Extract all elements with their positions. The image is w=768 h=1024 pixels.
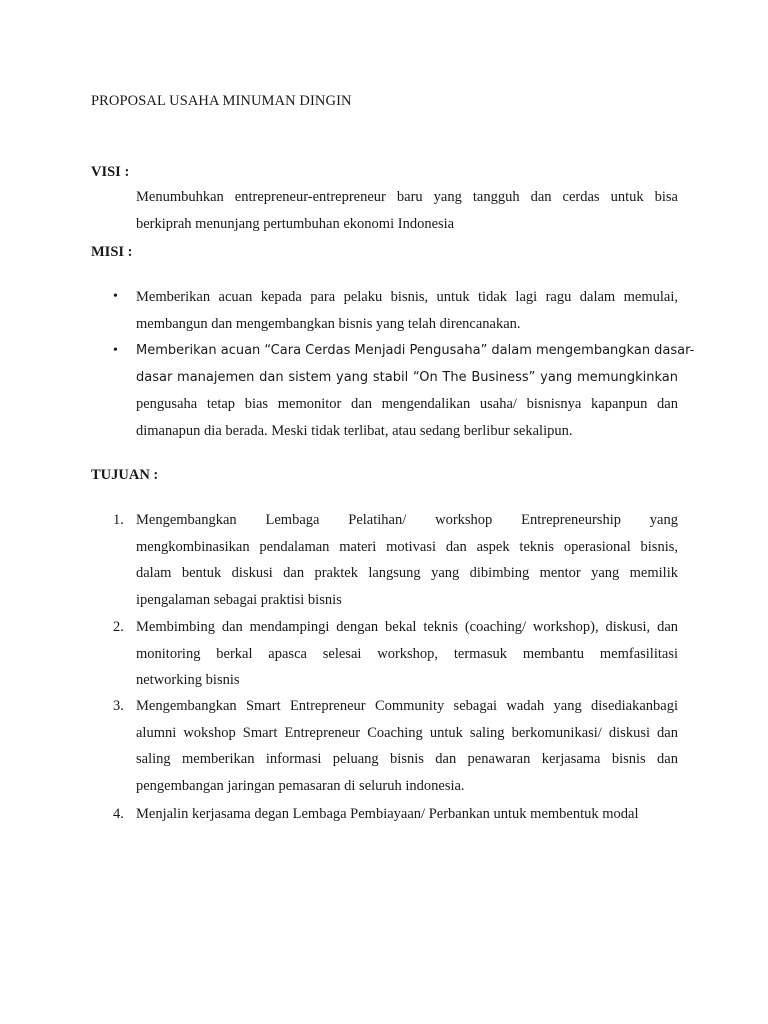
tujuan-item-line: mengkombinasikan pendalaman materi motivasi dan aspek teknis operasional bisnis, bbox=[136, 538, 678, 555]
misi-item-line: membangun dan mengembangkan bisnis yang telah direncanakan. bbox=[136, 315, 521, 332]
tujuan-item bbox=[136, 507, 678, 613]
visi-heading: VISI : bbox=[91, 164, 130, 180]
tujuan-item-line: saling memberikan informasi peluang bisnis dan penawaran kerjasama bisnis dan bbox=[136, 751, 678, 767]
tujuan-item-line: monitoring berkal apasca selesai workshop, termasuk membantu memfasilitasi bbox=[136, 645, 678, 662]
tujuan-heading: TUJUAN : bbox=[91, 467, 159, 483]
list-number: 1. bbox=[113, 512, 124, 528]
tujuan-item bbox=[136, 614, 678, 694]
misi-item bbox=[136, 338, 695, 444]
document-title: PROPOSAL USAHA MINUMAN DINGIN bbox=[91, 93, 352, 109]
tujuan-item-line: Menjalin kerjasama degan Lembaga Pembiayaan/ Perbankan untuk membentuk modal bbox=[136, 806, 639, 822]
tujuan-item-line: networking bisnis bbox=[136, 672, 240, 688]
list-number: 2. bbox=[113, 619, 124, 635]
tujuan-item bbox=[136, 801, 678, 828]
misi-item-line: dimanapun dia berada. Meski tidak terlibat, atau sedang berlibur sekalipun. bbox=[136, 422, 573, 439]
bullet-marker: • bbox=[113, 289, 118, 304]
bullet-marker: • bbox=[113, 343, 118, 358]
misi-item bbox=[136, 284, 678, 337]
tujuan-item-line: Mengembangkan Lembaga Pelatihan/ workshop Entrepreneurship yang bbox=[136, 512, 678, 528]
list-number: 3. bbox=[113, 698, 124, 714]
visi-line: Menumbuhkan entrepreneur-entrepreneur baru yang tangguh dan cerdas untuk bisa bbox=[136, 189, 678, 205]
tujuan-item-line: Mengembangkan Smart Entrepreneur Community sebagai wadah yang disediakanbagi bbox=[136, 698, 678, 714]
misi-item-line: Memberikan acuan “Cara Cerdas Menjadi Pengusaha” dalam mengembangkan dasar- bbox=[136, 343, 695, 358]
tujuan-item-line: ipengalaman sebagai praktisi bisnis bbox=[136, 591, 342, 608]
tujuan-item-line: pengembangan jaringan pemasaran di seluruh indonesia. bbox=[136, 777, 465, 794]
misi-item-line: dasar manajemen dan sistem yang stabil “On The Business” yang memungkinkan bbox=[136, 369, 678, 385]
tujuan-item-line: dalam bentuk diskusi dan praktek langsung yang dibimbing mentor yang memilik bbox=[136, 565, 678, 581]
misi-item-line: Memberikan acuan kepada para pelaku bisnis, untuk tidak lagi ragu dalam memulai, bbox=[136, 289, 678, 305]
visi-paragraph bbox=[136, 184, 678, 238]
tujuan-item bbox=[136, 693, 678, 799]
misi-heading: MISI : bbox=[91, 244, 133, 260]
tujuan-item-line: Membimbing dan mendampingi dengan bekal teknis (coaching/ workshop), diskusi, dan bbox=[136, 619, 678, 635]
misi-item-line: pengusaha tetap bias memonitor dan mengendalikan usaha/ bisnisnya kapanpun dan bbox=[136, 396, 678, 412]
visi-line: berkiprah menunjang pertumbuhan ekonomi Indonesia bbox=[136, 216, 455, 232]
tujuan-item-line: alumni wokshop Smart Entrepreneur Coaching untuk saling berkomunikasi/ diskusi dan bbox=[136, 724, 678, 741]
list-number: 4. bbox=[113, 806, 124, 822]
